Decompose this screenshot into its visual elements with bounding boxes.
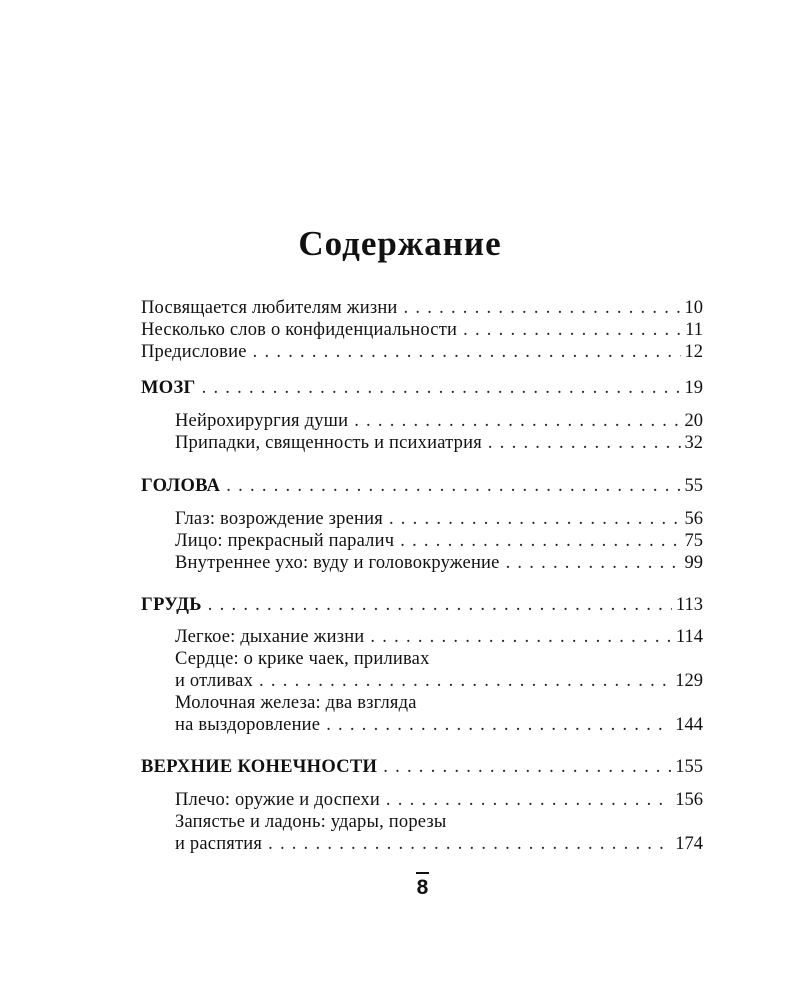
toc-entry-seizures[interactable] xyxy=(175,432,703,454)
toc-entry-label: Сердце: о крике чаек, приливах xyxy=(175,649,430,669)
toc-page-number: 155 xyxy=(675,757,703,777)
toc-page-number: 32 xyxy=(684,433,703,453)
toc-entry-label: Плечо: оружие и доспехи xyxy=(175,790,380,810)
toc-section-label: ВЕРХНИЕ КОНЕЧНОСТИ xyxy=(141,757,378,777)
toc-entry-label: Глаз: возрождение зрения xyxy=(175,509,383,529)
toc-page-number: 20 xyxy=(684,411,703,431)
folio-rule xyxy=(416,872,429,874)
toc-entry-breast-line1[interactable] xyxy=(175,692,703,714)
toc-page-number: 55 xyxy=(684,476,703,496)
leader-dots xyxy=(463,319,681,341)
toc-entry-label: Лицо: прекрасный паралич xyxy=(175,531,395,551)
toc-page-number: 56 xyxy=(684,509,703,529)
toc-entry-shoulder[interactable] xyxy=(175,789,703,811)
toc-entry-eye[interactable] xyxy=(175,508,703,530)
toc-page-number: 114 xyxy=(675,627,703,647)
toc-entry-heart-line1[interactable] xyxy=(175,648,703,670)
leader-dots xyxy=(404,297,681,319)
leader-dots xyxy=(259,670,671,692)
toc-entry-inner-ear[interactable] xyxy=(175,552,703,574)
folio-page-number: 8 xyxy=(416,876,429,899)
toc-entry-neurosurgery[interactable] xyxy=(175,410,703,432)
toc-page-number: 10 xyxy=(684,298,703,318)
leader-dots xyxy=(383,756,671,778)
toc-section-label: ГОЛОВА xyxy=(141,476,221,496)
toc-section-upper-limbs[interactable] xyxy=(141,756,703,778)
toc-page-number: 99 xyxy=(684,553,703,573)
leader-dots xyxy=(253,341,681,363)
toc-section-head[interactable] xyxy=(141,475,703,497)
toc-entry-label: Легкое: дыхание жизни xyxy=(175,627,365,647)
toc-page-number: 144 xyxy=(675,715,703,735)
toc-entry-preface[interactable] xyxy=(141,341,703,363)
toc-entry-label: и распятия xyxy=(175,834,263,854)
leader-dots xyxy=(488,432,681,454)
toc-entry-heart[interactable] xyxy=(175,670,703,692)
leader-dots xyxy=(208,594,672,616)
toc-page-number: 12 xyxy=(684,342,703,362)
toc-page-number: 129 xyxy=(675,671,703,691)
leader-dots xyxy=(268,833,671,855)
toc-section-label: ГРУДЬ xyxy=(141,595,202,615)
toc-entry-wrist-line1[interactable] xyxy=(175,811,703,833)
page-title: Содержание xyxy=(298,224,502,263)
toc-page-number: 19 xyxy=(684,378,703,398)
leader-dots xyxy=(354,410,680,432)
toc-section-label: МОЗГ xyxy=(141,378,196,398)
leader-dots xyxy=(389,508,681,530)
leader-dots xyxy=(326,714,671,736)
leader-dots xyxy=(226,475,680,497)
toc-entry-label: Молочная железа: два взгляда xyxy=(175,693,417,713)
toc-page-number: 174 xyxy=(675,834,703,854)
toc-entry-confidentiality[interactable] xyxy=(141,319,703,341)
toc-page-number: 113 xyxy=(675,595,703,615)
toc-page-number: 156 xyxy=(675,790,703,810)
toc-page-number: 11 xyxy=(685,320,703,340)
toc-entry-label: Предисловие xyxy=(141,342,247,362)
leader-dots xyxy=(506,552,681,574)
toc-entry-label: Внутреннее ухо: вуду и головокружение xyxy=(175,553,500,573)
leader-dots xyxy=(202,377,681,399)
table-of-contents xyxy=(141,0,703,1000)
toc-entry-wrist[interactable] xyxy=(175,833,703,855)
toc-entry-lung[interactable] xyxy=(175,626,703,648)
leader-dots xyxy=(370,626,672,648)
toc-entry-label: Припадки, священность и психиатрия xyxy=(175,433,482,453)
toc-entry-label: и отливах xyxy=(175,671,254,691)
toc-entry-label: Нейрохирургия души xyxy=(175,411,349,431)
toc-section-brain[interactable] xyxy=(141,377,703,399)
toc-entry-dedication[interactable] xyxy=(141,297,703,319)
toc-entry-breast[interactable] xyxy=(175,714,703,736)
toc-entry-face[interactable] xyxy=(175,530,703,552)
toc-entry-label: Запястье и ладонь: удары, порезы xyxy=(175,812,447,832)
toc-entry-label: на выздоровление xyxy=(175,715,321,735)
leader-dots xyxy=(400,530,680,552)
toc-section-chest[interactable] xyxy=(141,594,703,616)
toc-entry-label: Посвящается любителям жизни xyxy=(141,298,398,318)
toc-entry-label: Несколько слов о конфиденциальности xyxy=(141,320,458,340)
leader-dots xyxy=(386,789,671,811)
toc-page-number: 75 xyxy=(684,531,703,551)
